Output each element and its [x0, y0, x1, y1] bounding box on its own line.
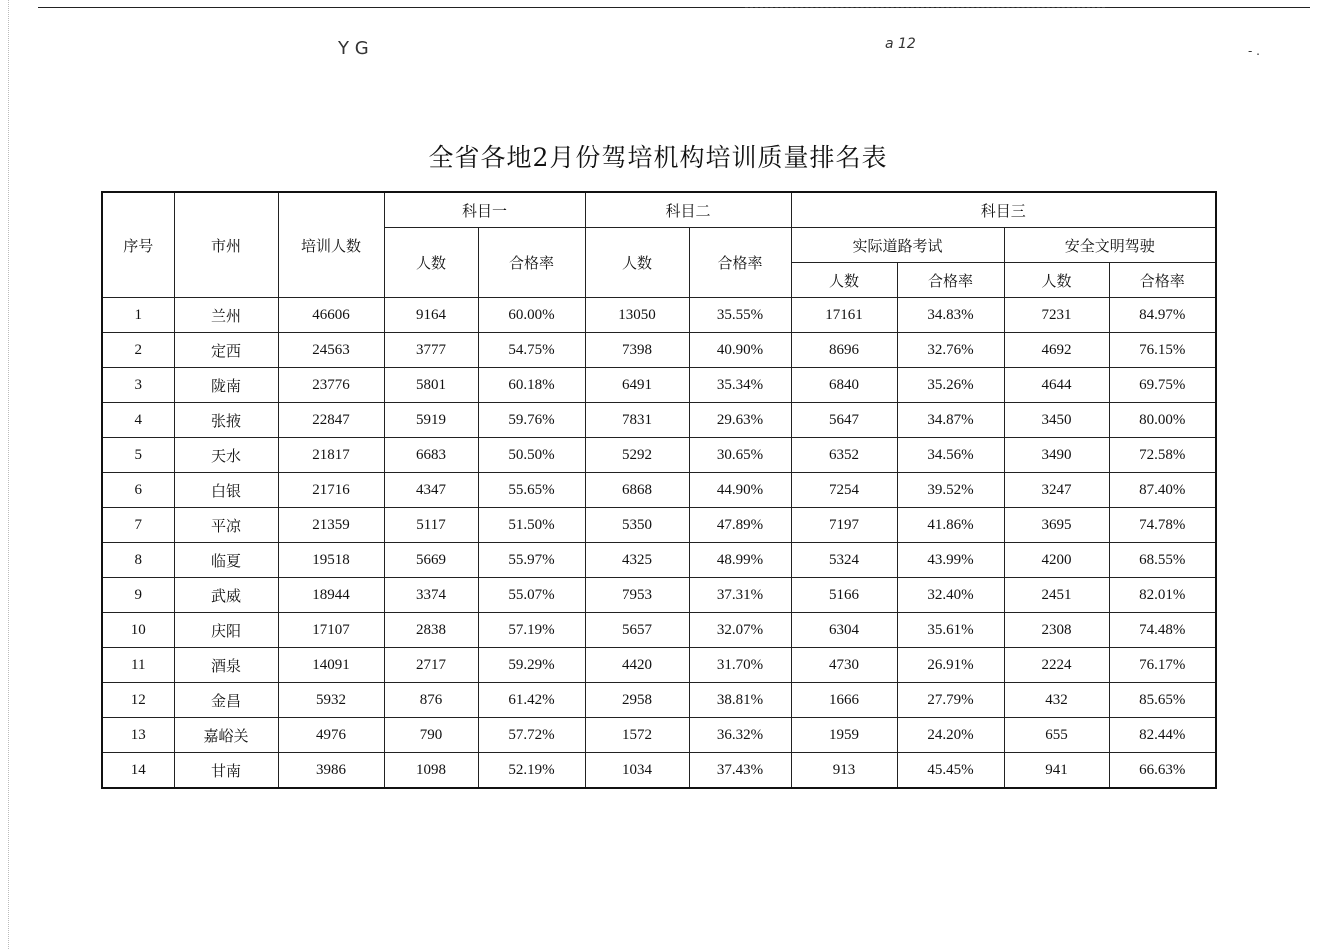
table-row [102, 333, 1216, 368]
cell-s1-n: 3374 [384, 578, 478, 613]
cell-city: 平凉 [174, 508, 278, 543]
cell-road-r: 45.45% [897, 753, 1004, 789]
page-title: 全省各地2月份驾培机构培训质量排名表 [428, 143, 888, 172]
cell-s2-n: 1572 [585, 718, 689, 753]
table-row [102, 613, 1216, 648]
cell-s2-r: 48.99% [689, 543, 791, 578]
header-trainees: 培训人数 [278, 192, 384, 298]
cell-s2-n: 5657 [585, 613, 689, 648]
cell-road-n: 17161 [791, 298, 897, 333]
cell-city: 兰州 [174, 298, 278, 333]
cell-safe-n: 4200 [1004, 543, 1109, 578]
cell-road-r: 43.99% [897, 543, 1004, 578]
cell-trainees: 21359 [278, 508, 384, 543]
cell-trainees: 21817 [278, 438, 384, 473]
header-seq: 序号 [102, 192, 174, 298]
cell-road-r: 39.52% [897, 473, 1004, 508]
cell-city: 嘉峪关 [174, 718, 278, 753]
cell-s2-r: 31.70% [689, 648, 791, 683]
cell-s1-r: 55.65% [478, 473, 585, 508]
cell-s2-n: 7831 [585, 403, 689, 438]
cell-trainees: 19518 [278, 543, 384, 578]
header-road-rate: 合格率 [897, 263, 1004, 298]
cell-s2-r: 30.65% [689, 438, 791, 473]
cell-s2-n: 7398 [585, 333, 689, 368]
cell-trainees: 17107 [278, 613, 384, 648]
cell-s1-r: 52.19% [478, 753, 585, 789]
cell-s1-r: 50.50% [478, 438, 585, 473]
cell-s2-r: 35.34% [689, 368, 791, 403]
cell-road-r: 35.26% [897, 368, 1004, 403]
cell-road-r: 24.20% [897, 718, 1004, 753]
header-subject3: 科目三 [791, 192, 1216, 228]
cell-s1-r: 60.18% [478, 368, 585, 403]
cell-road-n: 913 [791, 753, 897, 789]
cell-road-r: 34.56% [897, 438, 1004, 473]
cell-road-n: 4730 [791, 648, 897, 683]
cell-safe-n: 7231 [1004, 298, 1109, 333]
table-row [102, 438, 1216, 473]
cell-road-n: 5647 [791, 403, 897, 438]
cell-s2-n: 13050 [585, 298, 689, 333]
cell-safe-n: 3247 [1004, 473, 1109, 508]
cell-safe-r: 82.01% [1109, 578, 1216, 613]
scan-mark-left: Y G [338, 38, 369, 59]
table-row [102, 508, 1216, 543]
cell-seq: 13 [102, 718, 174, 753]
cell-s2-r: 35.55% [689, 298, 791, 333]
cell-safe-r: 82.44% [1109, 718, 1216, 753]
cell-road-r: 26.91% [897, 648, 1004, 683]
table-row [102, 753, 1216, 789]
cell-trainees: 23776 [278, 368, 384, 403]
header-safe-count: 人数 [1004, 263, 1109, 298]
cell-seq: 14 [102, 753, 174, 789]
cell-trainees: 46606 [278, 298, 384, 333]
header-road-count: 人数 [791, 263, 897, 298]
table-row [102, 718, 1216, 753]
header-subject1: 科目一 [384, 192, 585, 228]
cell-road-n: 5166 [791, 578, 897, 613]
cell-city: 定西 [174, 333, 278, 368]
cell-road-r: 34.83% [897, 298, 1004, 333]
table-row [102, 648, 1216, 683]
cell-city: 张掖 [174, 403, 278, 438]
cell-s2-r: 32.07% [689, 613, 791, 648]
cell-seq: 12 [102, 683, 174, 718]
cell-trainees: 18944 [278, 578, 384, 613]
cell-city: 甘南 [174, 753, 278, 789]
cell-s2-r: 40.90% [689, 333, 791, 368]
table-row [102, 473, 1216, 508]
cell-safe-n: 655 [1004, 718, 1109, 753]
cell-s1-n: 6683 [384, 438, 478, 473]
cell-s2-r: 29.63% [689, 403, 791, 438]
cell-city: 金昌 [174, 683, 278, 718]
cell-safe-n: 3450 [1004, 403, 1109, 438]
cell-safe-r: 68.55% [1109, 543, 1216, 578]
cell-city: 陇南 [174, 368, 278, 403]
cell-seq: 6 [102, 473, 174, 508]
cell-road-n: 1666 [791, 683, 897, 718]
scan-mark-right: a 12 [885, 36, 916, 52]
table-row [102, 578, 1216, 613]
cell-s1-n: 2838 [384, 613, 478, 648]
table-row [102, 298, 1216, 333]
cell-seq: 1 [102, 298, 174, 333]
cell-safe-r: 74.48% [1109, 613, 1216, 648]
cell-road-r: 41.86% [897, 508, 1004, 543]
cell-safe-n: 3490 [1004, 438, 1109, 473]
cell-safe-r: 84.97% [1109, 298, 1216, 333]
header-safe-rate: 合格率 [1109, 263, 1216, 298]
cell-safe-n: 4644 [1004, 368, 1109, 403]
ranking-table [101, 191, 1217, 789]
cell-seq: 2 [102, 333, 174, 368]
cell-s1-n: 4347 [384, 473, 478, 508]
scan-top-rule [38, 7, 1310, 8]
cell-road-r: 27.79% [897, 683, 1004, 718]
cell-trainees: 5932 [278, 683, 384, 718]
scan-mark-corner: - . [1248, 44, 1260, 58]
cell-s1-r: 59.29% [478, 648, 585, 683]
cell-safe-r: 87.40% [1109, 473, 1216, 508]
cell-city: 临夏 [174, 543, 278, 578]
cell-seq: 5 [102, 438, 174, 473]
cell-city: 白银 [174, 473, 278, 508]
cell-seq: 7 [102, 508, 174, 543]
cell-trainees: 14091 [278, 648, 384, 683]
cell-road-n: 8696 [791, 333, 897, 368]
cell-safe-n: 4692 [1004, 333, 1109, 368]
header-s2-count: 人数 [585, 228, 689, 298]
cell-s1-n: 5801 [384, 368, 478, 403]
cell-road-n: 6304 [791, 613, 897, 648]
cell-road-n: 7197 [791, 508, 897, 543]
cell-s1-n: 9164 [384, 298, 478, 333]
cell-safe-n: 2224 [1004, 648, 1109, 683]
header-safe-driving: 安全文明驾驶 [1004, 228, 1216, 263]
cell-trainees: 24563 [278, 333, 384, 368]
cell-s2-n: 2958 [585, 683, 689, 718]
cell-s1-n: 5919 [384, 403, 478, 438]
cell-safe-r: 85.65% [1109, 683, 1216, 718]
cell-s1-n: 1098 [384, 753, 478, 789]
cell-road-n: 1959 [791, 718, 897, 753]
cell-road-r: 34.87% [897, 403, 1004, 438]
cell-s2-n: 5350 [585, 508, 689, 543]
cell-trainees: 4976 [278, 718, 384, 753]
cell-seq: 4 [102, 403, 174, 438]
cell-road-n: 5324 [791, 543, 897, 578]
header-subject2: 科目二 [585, 192, 791, 228]
cell-safe-r: 72.58% [1109, 438, 1216, 473]
cell-s1-n: 3777 [384, 333, 478, 368]
cell-safe-r: 76.15% [1109, 333, 1216, 368]
cell-safe-r: 80.00% [1109, 403, 1216, 438]
cell-trainees: 22847 [278, 403, 384, 438]
cell-s2-r: 37.31% [689, 578, 791, 613]
cell-s1-r: 55.97% [478, 543, 585, 578]
cell-road-r: 32.76% [897, 333, 1004, 368]
cell-safe-n: 2308 [1004, 613, 1109, 648]
cell-s1-r: 55.07% [478, 578, 585, 613]
cell-s2-n: 1034 [585, 753, 689, 789]
cell-seq: 8 [102, 543, 174, 578]
cell-safe-r: 74.78% [1109, 508, 1216, 543]
cell-s1-r: 57.72% [478, 718, 585, 753]
cell-road-r: 35.61% [897, 613, 1004, 648]
cell-s2-n: 6491 [585, 368, 689, 403]
cell-safe-r: 66.63% [1109, 753, 1216, 789]
cell-road-n: 7254 [791, 473, 897, 508]
cell-safe-n: 3695 [1004, 508, 1109, 543]
cell-seq: 11 [102, 648, 174, 683]
scan-top-rule-dashed [745, 7, 1105, 8]
cell-seq: 3 [102, 368, 174, 403]
cell-safe-n: 941 [1004, 753, 1109, 789]
cell-trainees: 3986 [278, 753, 384, 789]
cell-s2-n: 4325 [585, 543, 689, 578]
header-s1-count: 人数 [384, 228, 478, 298]
cell-s2-r: 37.43% [689, 753, 791, 789]
cell-trainees: 21716 [278, 473, 384, 508]
cell-city: 天水 [174, 438, 278, 473]
cell-road-n: 6840 [791, 368, 897, 403]
table-body [102, 298, 1216, 789]
cell-city: 庆阳 [174, 613, 278, 648]
cell-s2-n: 7953 [585, 578, 689, 613]
cell-s2-r: 38.81% [689, 683, 791, 718]
header-s1-rate: 合格率 [478, 228, 585, 298]
cell-safe-r: 69.75% [1109, 368, 1216, 403]
cell-s2-n: 4420 [585, 648, 689, 683]
cell-s1-n: 876 [384, 683, 478, 718]
cell-s1-r: 60.00% [478, 298, 585, 333]
header-road-test: 实际道路考试 [791, 228, 1004, 263]
table-row [102, 368, 1216, 403]
cell-safe-r: 76.17% [1109, 648, 1216, 683]
cell-seq: 10 [102, 613, 174, 648]
table-row [102, 543, 1216, 578]
cell-seq: 9 [102, 578, 174, 613]
table-row [102, 683, 1216, 718]
cell-s1-n: 790 [384, 718, 478, 753]
cell-s2-n: 5292 [585, 438, 689, 473]
cell-safe-n: 432 [1004, 683, 1109, 718]
cell-s1-r: 54.75% [478, 333, 585, 368]
header-row-1 [102, 192, 1216, 228]
cell-s2-r: 36.32% [689, 718, 791, 753]
cell-city: 酒泉 [174, 648, 278, 683]
cell-road-n: 6352 [791, 438, 897, 473]
cell-s1-r: 61.42% [478, 683, 585, 718]
cell-s1-r: 59.76% [478, 403, 585, 438]
header-city: 市州 [174, 192, 278, 298]
header-s2-rate: 合格率 [689, 228, 791, 298]
cell-s1-n: 5669 [384, 543, 478, 578]
cell-s2-n: 6868 [585, 473, 689, 508]
cell-s2-r: 44.90% [689, 473, 791, 508]
cell-s1-n: 2717 [384, 648, 478, 683]
cell-safe-n: 2451 [1004, 578, 1109, 613]
cell-s1-r: 57.19% [478, 613, 585, 648]
cell-road-r: 32.40% [897, 578, 1004, 613]
cell-s1-n: 5117 [384, 508, 478, 543]
cell-city: 武威 [174, 578, 278, 613]
cell-s1-r: 51.50% [478, 508, 585, 543]
cell-s2-r: 47.89% [689, 508, 791, 543]
table-row [102, 403, 1216, 438]
